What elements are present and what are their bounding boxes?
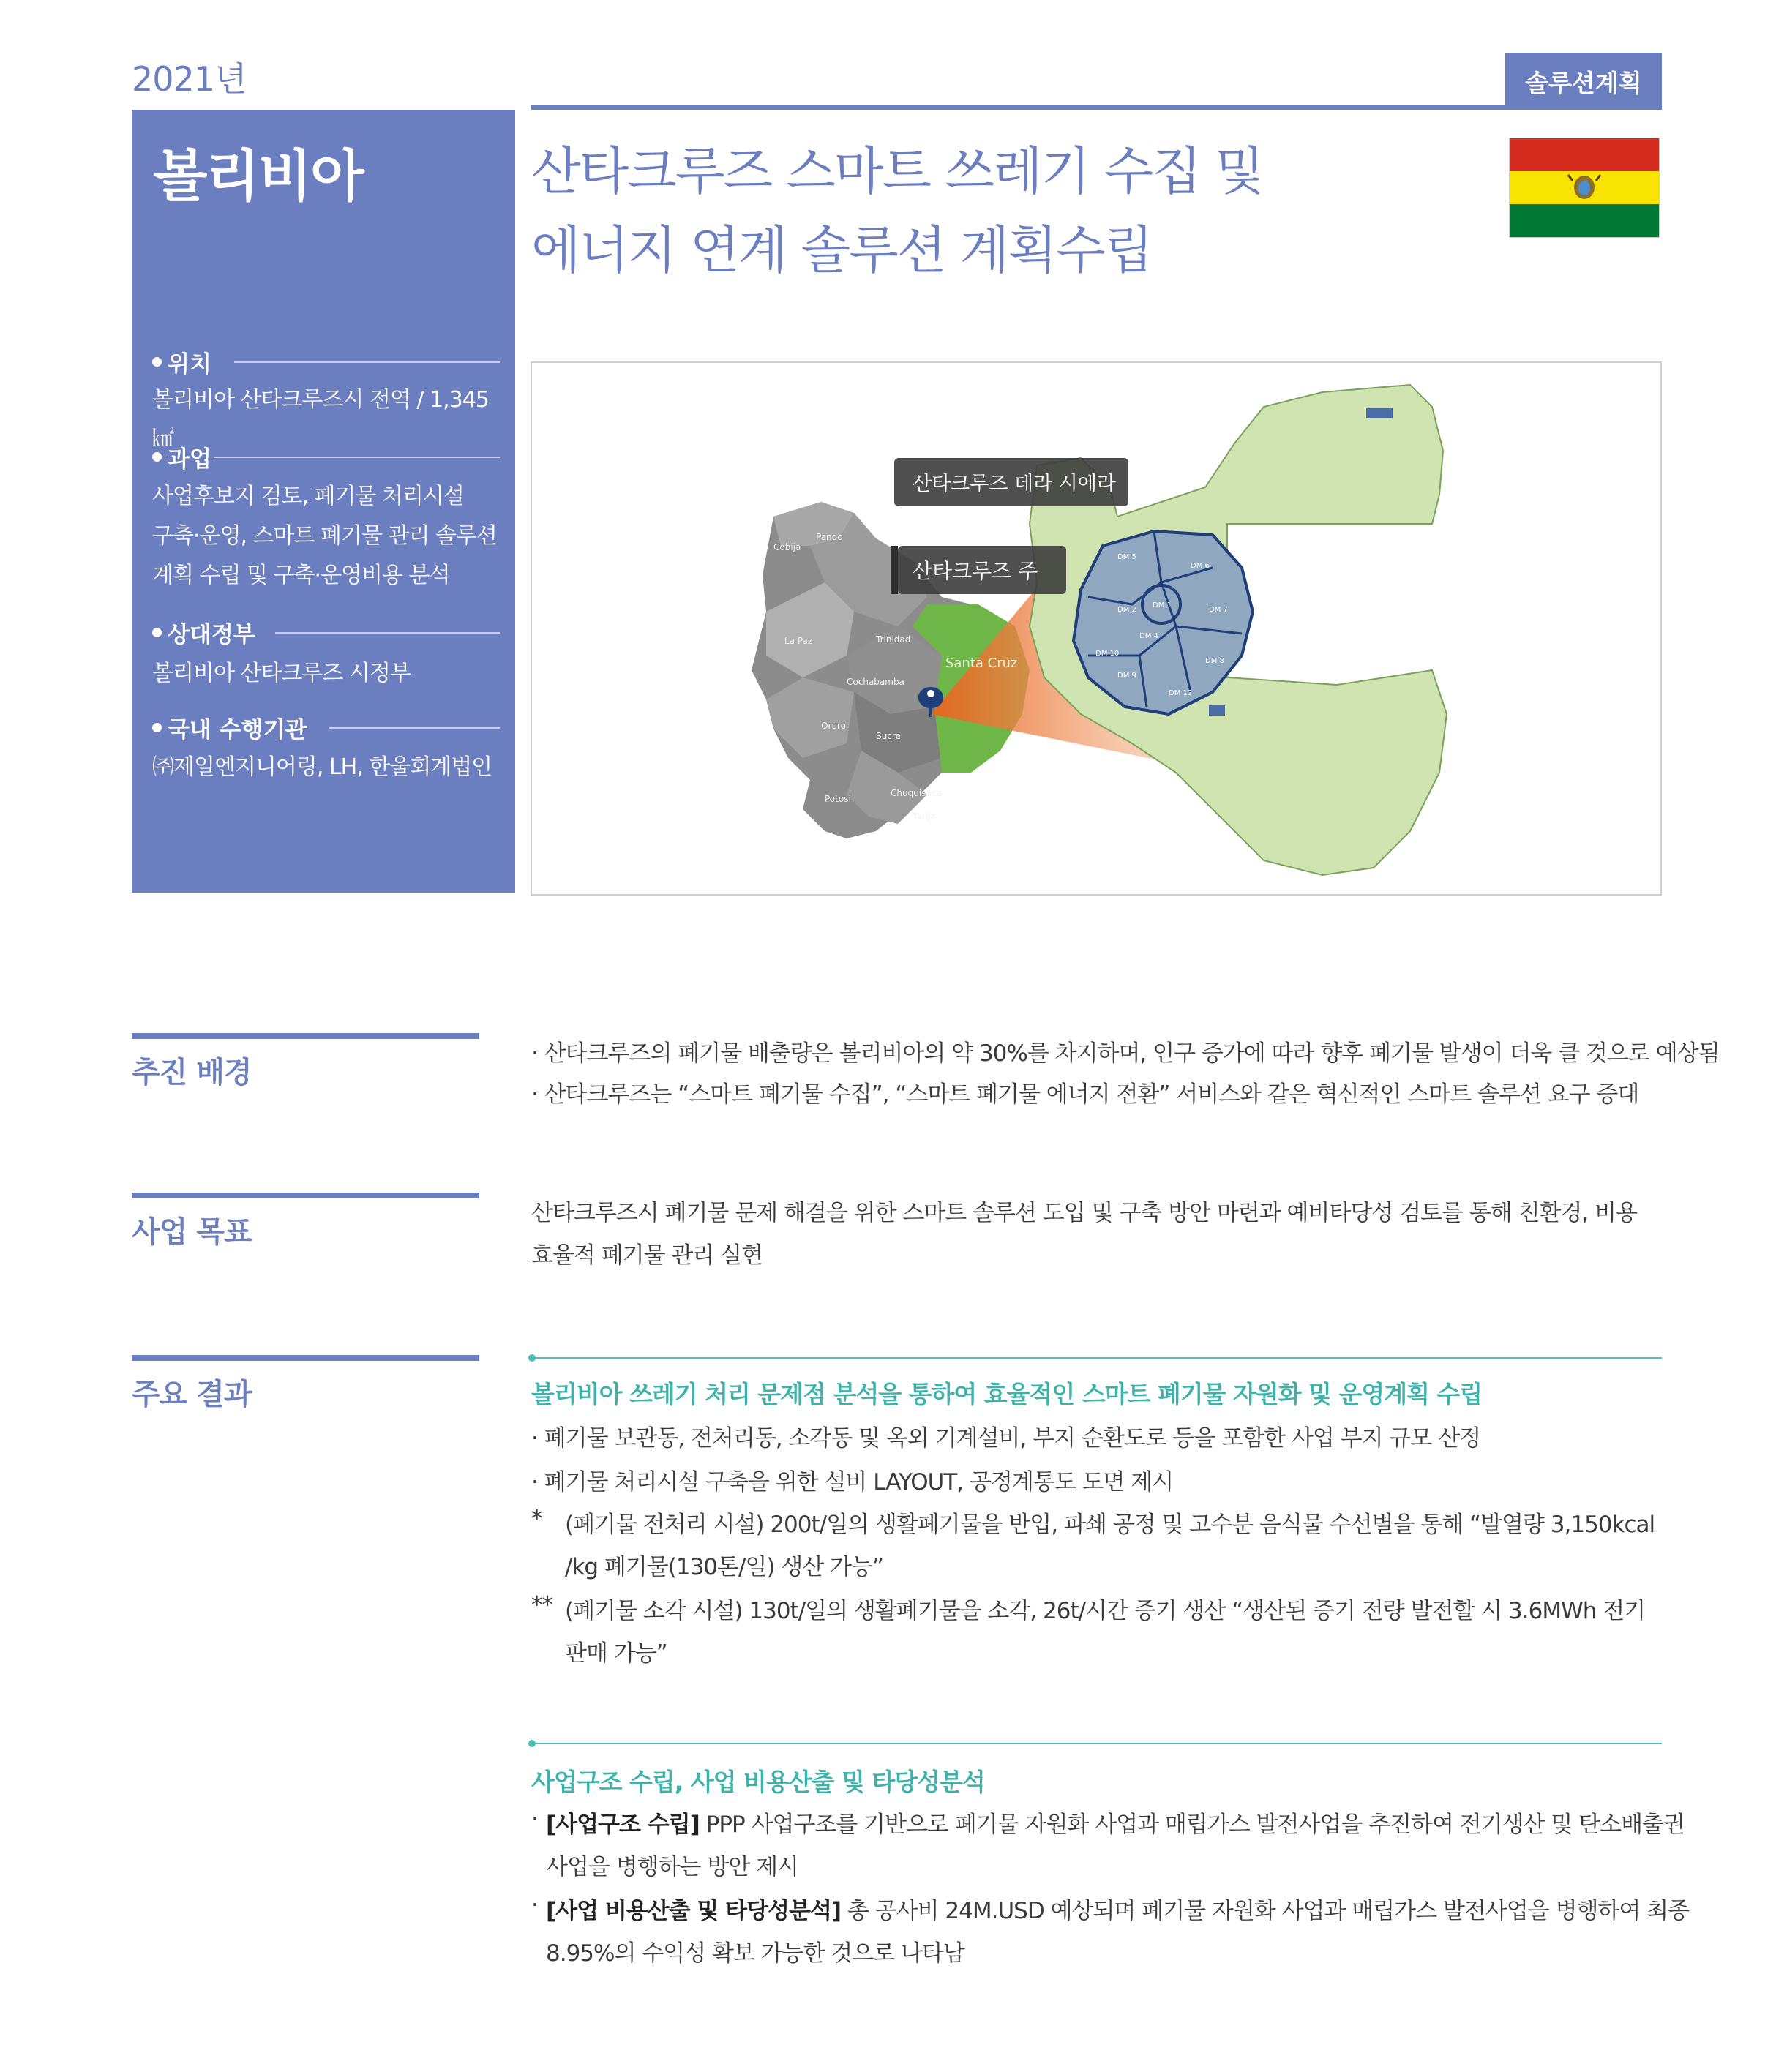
background-item: · 산타크루즈의 폐기물 배출량은 볼리비아의 약 30%를 차지하며, 인구 증가에 따라 향후 폐기물 발생이 더욱 클 것으로 예상됨	[531, 1040, 1720, 1067]
header-divider	[531, 105, 1662, 110]
teal-divider	[531, 1743, 1662, 1744]
note-mark: *	[531, 1506, 542, 1532]
bullet-mark: ·	[531, 1892, 538, 1918]
results-item-cont: 8.95%의 수익성 확보 가능한 것으로 나타남	[546, 1940, 964, 1967]
results-item	[546, 1806, 1685, 1839]
dept-label: Tarija	[913, 811, 936, 822]
divider	[329, 727, 500, 729]
gov-label: 상대정부	[168, 622, 255, 648]
section-bar	[132, 1193, 479, 1198]
bullet-icon	[152, 723, 162, 732]
district-label: DM 12	[1169, 689, 1193, 697]
bullet-mark: ·	[531, 1806, 538, 1832]
bullet-icon	[152, 628, 162, 637]
task-line: 구축·운영, 스마트 폐기물 관리 솔루션	[152, 523, 497, 549]
goal-title: 사업 목표	[132, 1215, 252, 1249]
dept-label: La Paz	[784, 636, 813, 646]
org-heading	[152, 711, 307, 744]
page-title	[531, 132, 1483, 290]
map-label-green: Santa Cruz	[945, 656, 1018, 671]
district-label: DM 5	[1117, 553, 1136, 561]
note-line: (폐기물 전처리 시설) 200t/일의 생활폐기물을 반입, 파쇄 공정 및 고수분 음식물 수선별을 통해 “발열량 3,150kcal	[565, 1512, 1655, 1538]
org-text: ㈜제일엔지니어링, LH, 한울회계법인	[152, 754, 492, 780]
bolivia-flag-icon	[1509, 138, 1660, 238]
year-label: 2021년	[132, 59, 247, 99]
background-item: · 산타크루즈는 “스마트 폐기물 수집”, “스마트 폐기물 에너지 전환” 서비스와 같은 혁신적인 스마트 솔루션 요구 증대	[531, 1081, 1639, 1108]
gov-text: 볼리비아 산타크루즈 시정부	[152, 661, 411, 686]
district-label: DM 4	[1139, 632, 1158, 640]
divider	[234, 361, 500, 363]
results-item-cont: 사업을 병행하는 방안 제시	[546, 1854, 798, 1880]
org-label: 국내 수행기관	[168, 717, 307, 743]
note-line: (폐기물 소각 시설) 130t/일의 생활폐기물을 소각, 26t/시간 증기 생산 “생산된 증기 전량 발전할 시 3.6MWh 전기	[565, 1598, 1646, 1624]
results-block2-heading: 사업구조 수립, 사업 비용산출 및 타당성분석	[531, 1768, 985, 1796]
bullet-icon	[152, 452, 162, 462]
dept-label: Potosi	[825, 794, 851, 804]
item-bold-label: [사업구조 수립]	[546, 1812, 700, 1838]
district-label: DM 9	[1117, 672, 1136, 680]
location-heading	[152, 345, 211, 378]
category-badge: 솔루션계획	[1505, 53, 1662, 110]
item-bold-label: [사업 비용산출 및 타당성분석]	[546, 1898, 842, 1924]
goal-line: 효율적 폐기물 관리 실현	[531, 1242, 763, 1269]
divider	[214, 457, 500, 458]
results-block1-heading: 볼리비아 쓰레기 처리 문제점 분석을 통하여 효율적인 스마트 폐기물 자원화 및 운영계획 수립	[531, 1380, 1483, 1408]
country-name: 볼리비아	[154, 143, 363, 209]
note-mark: **	[531, 1592, 552, 1618]
results-item	[546, 1892, 1690, 1925]
item-text: PPP 사업구조를 기반으로 폐기물 자원화 사업과 매립가스 발전사업을 추진하여 전기생산 및 탄소배출권	[699, 1812, 1685, 1838]
map-label-state: 산타크루즈 주	[913, 559, 1038, 583]
note-line: 판매 가능”	[565, 1640, 667, 1667]
district-label: DM 10	[1095, 650, 1120, 658]
item-text: 총 공사비 24M.USD 예상되며 폐기물 자원화 사업과 매립가스 발전사업을 병행하여 최종	[841, 1898, 1690, 1924]
section-bar	[132, 1033, 479, 1039]
dept-label: Cobija	[773, 542, 801, 552]
task-heading	[152, 440, 211, 473]
background-title: 추진 배경	[132, 1056, 252, 1089]
country-info-panel	[132, 110, 515, 893]
bullet-icon	[152, 357, 162, 367]
note-line: /kg 폐기물(130톤/일) 생산 가능”	[565, 1554, 884, 1580]
location-map	[531, 361, 1662, 896]
dept-label: Oruro	[821, 721, 846, 731]
teal-divider	[531, 1357, 1662, 1359]
task-line: 사업후보지 검토, 폐기물 처리시설	[152, 484, 464, 509]
district-label: DM 7	[1209, 606, 1228, 614]
location-label: 위치	[168, 351, 211, 378]
divider	[275, 632, 500, 634]
teal-dot-icon	[528, 1740, 536, 1747]
title-line: 산타크루즈 스마트 쓰레기 수집 및	[531, 141, 1263, 201]
task-label: 과업	[168, 446, 211, 473]
task-line: 계획 수립 및 구축·운영비용 분석	[152, 563, 450, 588]
district-label: DM 6	[1191, 562, 1210, 570]
location-text: 볼리비아 산타크루즈시 전역 / 1,345㎢	[152, 387, 489, 452]
dept-label: Chuquisaca	[891, 788, 942, 798]
teal-dot-icon	[528, 1354, 536, 1362]
district-label: DM 1	[1153, 601, 1172, 609]
results-item: · 폐기물 처리시설 구축을 위한 설비 LAYOUT, 공정계통도 도면 제시	[531, 1469, 1174, 1495]
gov-heading	[152, 616, 255, 649]
goal-line: 산타크루즈시 폐기물 문제 해결을 위한 스마트 솔루션 도입 및 구축 방안 마련과 예비타당성 검토를 통해 친환경, 비용	[531, 1200, 1637, 1226]
district-label: DM 8	[1205, 657, 1224, 665]
dept-label: Sucre	[876, 731, 901, 741]
title-line: 에너지 연계 솔루션 계획수립	[531, 220, 1153, 280]
map-label-city: 산타크루즈 데라 시에라	[913, 473, 1116, 495]
results-title: 주요 결과	[132, 1378, 252, 1411]
results-item: · 폐기물 보관동, 전처리동, 소각동 및 옥외 기계설비, 부지 순환도로 등을 포함한 사업 부지 규모 산정	[531, 1425, 1481, 1452]
district-label: DM 2	[1117, 606, 1136, 614]
section-bar	[132, 1355, 479, 1361]
dept-label: Pando	[816, 532, 843, 542]
dept-label: Cochabamba	[847, 677, 904, 687]
dept-label: Trinidad	[876, 634, 911, 645]
